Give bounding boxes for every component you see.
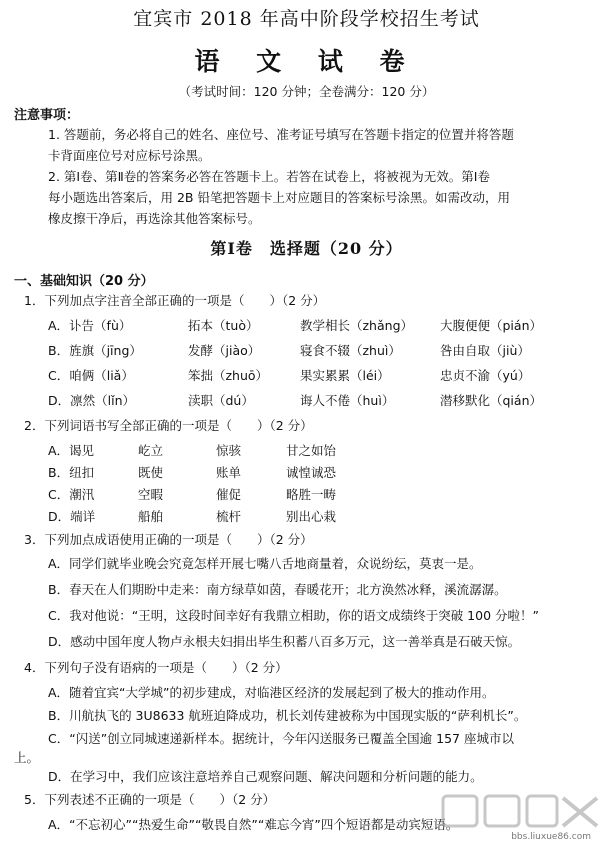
- option-cell: 屹立: [138, 443, 164, 458]
- option-cell: 忠贞不渝（yú）: [440, 368, 531, 383]
- subject-title: 语 文 试 卷: [194, 47, 419, 76]
- option-cell: 空暇: [138, 487, 164, 502]
- option-cell: 梳杆: [216, 509, 242, 524]
- option-cell: 诚惶诚恐: [286, 465, 337, 480]
- option-cell: 大腹便便（pián）: [440, 318, 542, 333]
- note-line: 每小题选出答案后，用 2B 铅笔把答题卡上对应题目的答案标号涂黑。如需改动，用: [48, 190, 510, 205]
- option-cell: 发酵（jiào）: [188, 343, 261, 358]
- note-item-1: [48, 124, 588, 166]
- option-cell: B．旌旗（jīng）: [48, 343, 142, 358]
- note-line: 2. 第Ⅰ卷、第Ⅱ卷的答案务必答在答题卡上。若答在试卷上，将被视为无效。第Ⅰ卷: [48, 169, 490, 184]
- option-cell: D．端详: [48, 509, 96, 524]
- option-cell: 甘之如饴: [286, 443, 337, 458]
- q4-option-c-wrap: 上。: [14, 750, 40, 765]
- option-cell: 船舶: [138, 509, 164, 524]
- section-heading: 一、基础知识（20 分）: [14, 274, 154, 289]
- option-cell: 咎由自取（jiù）: [440, 343, 530, 358]
- option-cell: 催促: [216, 487, 242, 502]
- option-cell: 既使: [138, 465, 164, 480]
- exam-info: （考试时间：120 分钟；全卷满分：120 分）: [178, 84, 435, 99]
- note-item-2: [48, 166, 588, 229]
- option-cell: 账单: [216, 465, 242, 480]
- q5-option-a: A．“不忘初心”“热爱生命”“敬畏自然”“难忘今宵”四个短语都是动宾短语。: [48, 817, 459, 832]
- option-cell: C．咱俩（liǎ）: [48, 368, 134, 383]
- option-cell: 寝食不辍（zhuì）: [300, 343, 401, 358]
- option-cell: D．凛然（lǐn）: [48, 393, 135, 408]
- question-1-stem: 1．下列加点字注音全部正确的一项是（ ）（2 分）: [24, 293, 326, 308]
- option-cell: C．潮汛: [48, 487, 95, 502]
- note-line: 卡背面座位号对应标号涂黑。: [48, 148, 211, 163]
- option-cell: 果实累累（léi）: [300, 368, 390, 383]
- option-cell: 渎职（dú）: [188, 393, 254, 408]
- q4-option-d: D．在学习中，我们应该注意培养自己观察问题、解决问题和分析问题的能力。: [48, 769, 483, 784]
- q4-option-b: B．川航执飞的 3U8633 航班迫降成功，机长刘传建被称为中国现实版的“萨利机长”。: [48, 708, 527, 723]
- q4-option-c: C．“闪送”创立同城速递新样本。据统计，今年闪送服务已覆盖全国逾 157 座城市以: [48, 731, 514, 746]
- q3-option-b: B．春天在人们期盼中走来：南方绿草如茵，春暖花开；北方涣然冰释，溪流潺潺。: [48, 582, 507, 597]
- watermark-url: bbs.liuxue86.com: [511, 832, 591, 842]
- q4-option-a: A．随着宜宾“大学城”的初步建成，对临港区经济的发展起到了极大的推动作用。: [48, 685, 495, 700]
- option-cell: 笨拙（zhuō）: [188, 368, 269, 383]
- note-line: 1. 答题前，务必将自己的姓名、座位号、准考证号填写在答题卡指定的位置并将答题: [48, 127, 514, 142]
- exam-title: 宜宾市 2018 年高中阶段学校招生考试: [133, 8, 480, 30]
- part-one-title: 第Ⅰ卷 选择题（20 分）: [210, 239, 403, 258]
- notes-heading: 注意事项：: [14, 108, 80, 123]
- q3-option-a: A．同学们就毕业晚会究竟怎样开展七嘴八舌地商量着，众说纷纭，莫衷一是。: [48, 556, 482, 571]
- question-2-stem: 2．下列词语书写全部正确的一项是（ ）（2 分）: [24, 418, 313, 433]
- option-cell: 教学相长（zhǎng）: [300, 318, 414, 333]
- question-3-stem: 3．下列加点成语使用正确的一项是（ ）（2 分）: [24, 532, 313, 547]
- option-cell: B．纽扣: [48, 465, 95, 480]
- option-cell: 拓本（tuò）: [188, 318, 259, 333]
- option-cell: 别出心栽: [286, 509, 337, 524]
- note-line: 橡皮擦干净后，再选涂其他答案标号。: [48, 211, 261, 226]
- option-cell: 潜移默化（qián）: [440, 393, 542, 408]
- option-cell: 惊骇: [216, 443, 242, 458]
- q3-option-d: D．感动中国年度人物卢永根夫妇捐出毕生积蓄八百多万元，这一善举真是石破天惊。: [48, 634, 521, 649]
- option-cell: A．谒见: [48, 443, 95, 458]
- q3-option-c: C．我对他说：“王明，这段时间幸好有我鼎立相助，你的语文成绩终于突破 100 分啦！”: [48, 608, 539, 623]
- question-5-stem: 5．下列表述不正确的一项是（ ）（2 分）: [24, 792, 276, 807]
- option-cell: 略胜一畴: [286, 487, 337, 502]
- question-4-stem: 4．下列句子没有语病的一项是（ ）（2 分）: [24, 660, 288, 675]
- option-cell: 诲人不倦（huì）: [300, 393, 395, 408]
- option-cell: A．讣告（fù）: [48, 318, 132, 333]
